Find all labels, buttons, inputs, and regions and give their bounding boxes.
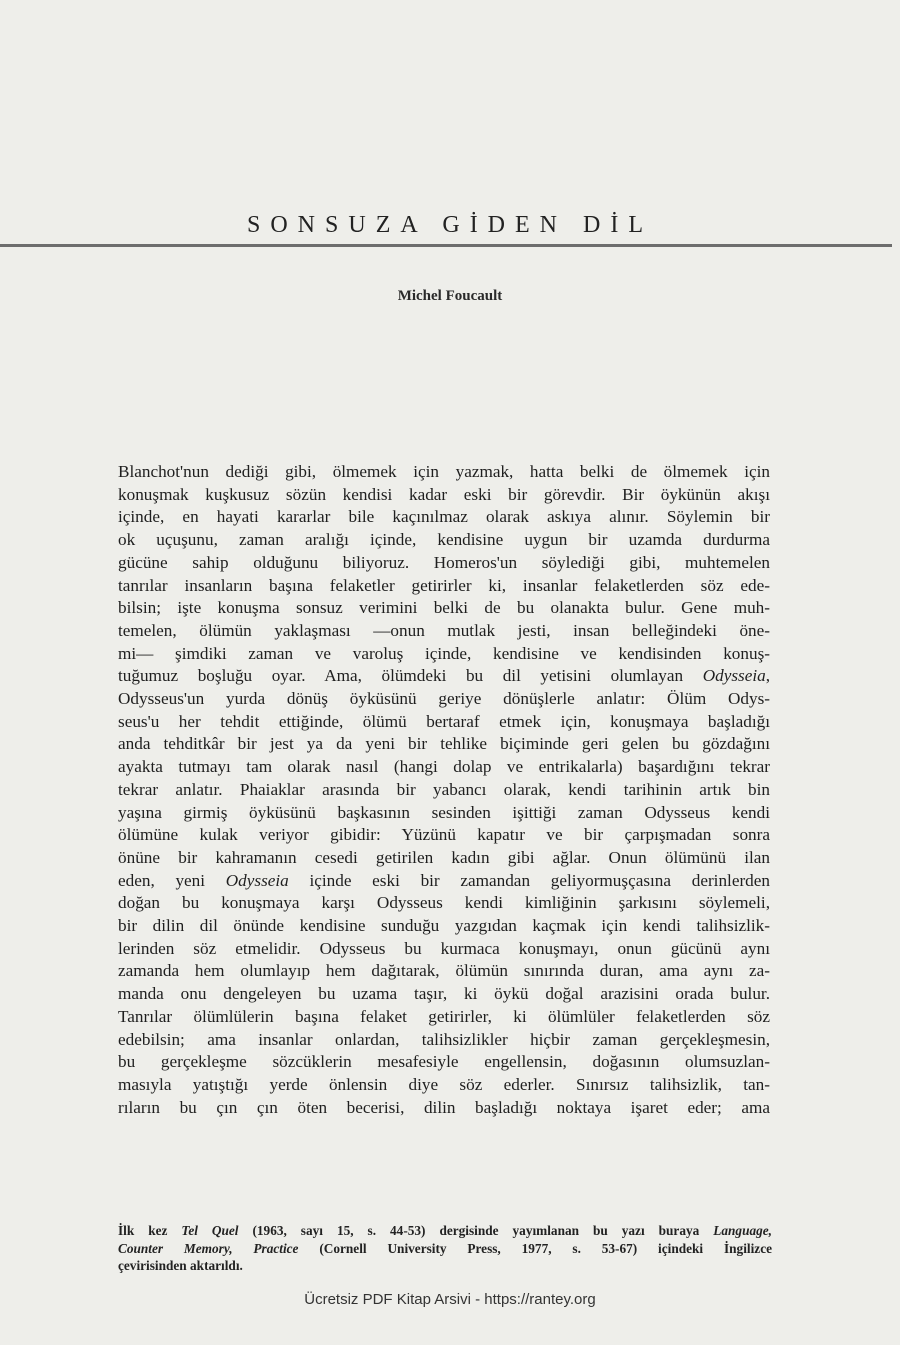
body-line: yaşına girmiş öyküsünü başkasının sesinden işittiği zaman Odysseus kendi xyxy=(118,802,770,822)
body-line: lerinden söz etmelidir. Odysseus bu kurmaca konuşmayı, onun gücünü aynı xyxy=(118,938,770,958)
work-title-italic: Odysseia xyxy=(702,666,766,686)
body-line-text: eden, yeni xyxy=(118,870,226,890)
body-line: bir dilin dil önünde kendisine sunduğu yazgıdan kaçmak için kendi talihsizlik- xyxy=(118,916,770,936)
footnote-line xyxy=(118,1240,772,1258)
body-line: doğan bu konuşmaya karşı Odysseus kendi kimliğinin şarkısını söylemeli, xyxy=(118,893,770,913)
body-line: ölümüne kulak veriyor gibidir: Yüzünü kapatır ve bir çarpışmadan sonra xyxy=(118,825,770,845)
footnote-line: çevirisinden aktarıldı. xyxy=(118,1258,243,1273)
body-line xyxy=(118,870,770,893)
body-line: içinde, en hayati kararlar bile kaçınılmaz olarak askıya alınır. Söylemin bir xyxy=(118,507,770,527)
journal-title-italic: Tel Quel xyxy=(181,1223,239,1238)
body-line: mi— şimdiki zaman ve varoluş içinde, kendisine ve kendisinden konuş- xyxy=(118,643,770,663)
body-text xyxy=(118,461,770,1119)
footnote-text: (Cornell University Press, 1977, s. 53-67) içindeki İngilizce xyxy=(298,1240,772,1256)
body-line: rıların bu çın çın öten becerisi, dilin başladığı noktaya işaret eder; ama xyxy=(118,1097,770,1117)
body-line: konuşmak kuşkusuz sözün kendisi kadar eski bir görevdir. Bir öykünün akışı xyxy=(118,484,770,504)
body-line: bilsin; işte konuşma sonsuz verimini belki de bu olanakta bulur. Gene muh- xyxy=(118,598,770,618)
footnote xyxy=(118,1222,772,1275)
footnote-text: İlk kez xyxy=(118,1223,182,1238)
source-watermark: Ücretsiz PDF Kitap Arsivi - https://rantey.org xyxy=(304,1291,596,1308)
body-line: Odysseus'un yurda dönüş öyküsünü geriye dönüşlerle anlatır: Ölüm Odys- xyxy=(118,689,770,709)
book-title-italic: Counter Memory, Practice xyxy=(118,1240,299,1256)
footnote-text: (1963, sayı 15, s. 44-53) dergisinde yayımlanan bu yazı buraya xyxy=(238,1223,714,1238)
body-line: anda tehditkâr bir jest ya da yeni bir tehlike biçiminde geri gelen bu gözdağını xyxy=(118,734,770,754)
author-name: Michel Foucault xyxy=(397,288,503,304)
work-title-italic: Odysseia xyxy=(225,870,289,890)
body-line: zamanda hem olumlayıp hem dağıtarak, ölümün sınırında duran, ama aynı za- xyxy=(118,961,770,981)
body-line: masıyla yatıştığı yerde önlensin diye söz ederler. Sınırsız talihsizlik, tan- xyxy=(118,1074,770,1094)
punctuation: , xyxy=(765,666,770,686)
body-line: edebilsin; ama insanlar onlardan, talihsizlikler hiçbir zaman gerçekleşmesin, xyxy=(118,1029,770,1049)
footnote-line xyxy=(118,1222,772,1240)
body-line: temelen, ölümün yaklaşması —onun mutlak jesti, insan belleğindeki öne- xyxy=(118,620,770,640)
body-line: ok uçuşunu, zaman aralığı içinde, kendisine uygun bir uzamda durdurma xyxy=(118,530,770,550)
body-line: Tanrılar ölümlülerin başına felaket getirirler, ki ölümlüler felaketlerden söz xyxy=(118,1006,770,1026)
body-line-text: içinde eski bir zamandan geliyormuşçasına derinlerden xyxy=(288,870,770,890)
body-line: gücüne sahip olduğunu biliyoruz. Homeros'un söylediği gibi, muhtemelen xyxy=(118,552,770,572)
page-title: SONSUZA GİDEN DİL xyxy=(247,212,653,238)
body-line: Blanchot'nun dediği gibi, ölmemek için yazmak, hatta belki de ölmemek için xyxy=(118,462,770,481)
body-line: bu gerçekleşme sözcüklerin mesafesiyle engellensin, doğasının olumsuzlan- xyxy=(118,1052,770,1072)
title-rule xyxy=(0,244,892,247)
body-line: tekrar anlatır. Phaiaklar arasında bir yabancı olarak, kendi tarihinin artık bin xyxy=(118,779,770,799)
body-line: seus'u her tehdit ettiğinde, ölümü bertaraf etmek için, konuşmaya başladığı xyxy=(118,711,770,731)
body-line: önüne bir kahramanın cesedi getirilen kadın gibi ağlar. Onun ölümünü ilan xyxy=(118,847,770,867)
body-line-text: tuğumuz boşluğu oyar. Ama, ölümdeki bu dil yetisini olumlayan xyxy=(118,666,703,686)
body-line: tanrılar insanların başına felaketler getirirler ki, insanlar felaketlerden söz ede- xyxy=(118,575,770,595)
body-line: ayakta tutmayı tam olarak nasıl (hangi dolap ve entrikalarla) başardığını tekrar xyxy=(118,757,770,777)
book-title-italic: Language, xyxy=(713,1223,772,1238)
body-line xyxy=(118,665,770,688)
body-line: manda onu dengeleyen bu uzama taşır, ki öykü doğal arazisini orada bulur. xyxy=(118,984,770,1004)
